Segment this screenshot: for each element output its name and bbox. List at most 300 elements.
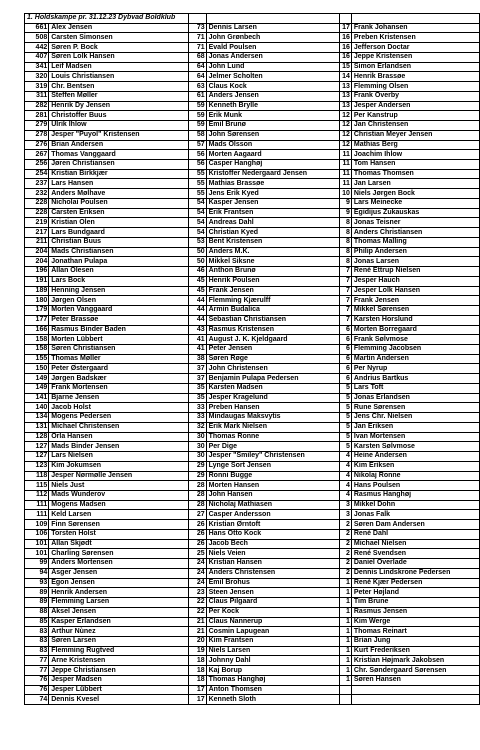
player-name: Orla Hansen <box>49 432 188 442</box>
match-count: 112 <box>25 490 49 500</box>
player-name: Jens Erik Kyed <box>206 189 339 199</box>
player-name: Per Kock <box>206 607 339 617</box>
match-count: 17 <box>339 23 351 33</box>
player-name: Jonas Erlandsen <box>351 393 479 403</box>
match-count: 1 <box>339 646 351 656</box>
player-name: Allan Olesen <box>49 267 188 277</box>
match-count: 106 <box>25 529 49 539</box>
match-count: 28 <box>188 481 206 491</box>
player-name: Lars Bock <box>49 276 188 286</box>
match-count: 12 <box>339 121 351 131</box>
table-row <box>25 33 480 43</box>
match-count: 33 <box>188 403 206 413</box>
player-name: Carsten Simonsen <box>49 33 188 43</box>
player-name: Emil Brohus <box>206 578 339 588</box>
player-name: Morten Borregaard <box>351 325 479 335</box>
player-name: Mikkel Sørensen <box>351 306 479 316</box>
player-name: Anton Thomsen <box>206 685 339 695</box>
match-count: 29 <box>188 461 206 471</box>
player-name: Jonathan Pulapa <box>49 257 188 267</box>
player-name: Lars Nielsen <box>49 452 188 462</box>
match-count: 83 <box>25 637 49 647</box>
player-name: Arthur Nùnez <box>49 627 188 637</box>
match-count: 149 <box>25 383 49 393</box>
player-name: Nicholai Poulsen <box>49 198 188 208</box>
match-count: 37 <box>188 374 206 384</box>
match-count: 8 <box>339 257 351 267</box>
player-name: Johnny Dahl <box>206 656 339 666</box>
match-count: 1 <box>339 627 351 637</box>
match-count: 140 <box>25 403 49 413</box>
player-name: Henrik Andersen <box>49 588 188 598</box>
match-count: 12 <box>339 130 351 140</box>
player-name: Mads Binder Jensen <box>49 442 188 452</box>
match-count: 276 <box>25 140 49 150</box>
player-name: Steffen Møller <box>49 91 188 101</box>
match-count: 16 <box>339 43 351 53</box>
player-name: Claus Pilgaard <box>206 598 339 608</box>
match-count: 22 <box>188 607 206 617</box>
player-name: Jacob Holst <box>49 403 188 413</box>
match-count: 2 <box>339 568 351 578</box>
player-name: Lars Toft <box>351 383 479 393</box>
match-count: 45 <box>188 286 206 296</box>
player-name: René Svendsen <box>351 549 479 559</box>
match-count: 4 <box>339 481 351 491</box>
player-name: Kenneth Brylle <box>206 101 339 111</box>
player-name: Kim Frantsen <box>206 637 339 647</box>
table-row <box>25 432 480 442</box>
player-name: Brian Andersen <box>49 140 188 150</box>
player-name: Kristian Ørntoft <box>206 520 339 530</box>
player-name: Peter Østergaard <box>49 364 188 374</box>
player-name: August J. K. Kjeldgaard <box>206 335 339 345</box>
table-row <box>25 413 480 423</box>
match-count: 1 <box>339 598 351 608</box>
player-name: Jeppe Kristensen <box>351 52 479 62</box>
match-count: 46 <box>188 267 206 277</box>
match-count: 407 <box>25 52 49 62</box>
player-name: Kristian Birkkjær <box>49 169 188 179</box>
player-name: Karsten Horslund <box>351 315 479 325</box>
player-name: Jeppe Christiansen <box>49 666 188 676</box>
table-row <box>25 121 480 131</box>
table-row <box>25 218 480 228</box>
player-name: Kaj Borup <box>206 666 339 676</box>
match-count: 196 <box>25 267 49 277</box>
player-name: Jonas Teisner <box>351 218 479 228</box>
match-count <box>339 685 351 695</box>
player-name: Jonas Andersen <box>206 52 339 62</box>
player-name <box>351 685 479 695</box>
player-name: Thomas Reinart <box>351 627 479 637</box>
match-count: 68 <box>188 52 206 62</box>
match-count: 32 <box>188 422 206 432</box>
table-row <box>25 179 480 189</box>
match-count: 28 <box>188 500 206 510</box>
player-name: Preben Kristensen <box>351 33 479 43</box>
match-count: 4 <box>339 461 351 471</box>
table-row <box>25 198 480 208</box>
match-count: 267 <box>25 150 49 160</box>
player-name: Mathias Berg <box>351 140 479 150</box>
match-count: 57 <box>188 140 206 150</box>
player-name: Evald Poulsen <box>206 43 339 53</box>
player-name: Sebastian Christiansen <box>206 315 339 325</box>
player-name: Dennis Lindskrone Pedersen <box>351 568 479 578</box>
match-count: 12 <box>339 111 351 121</box>
match-count: 13 <box>339 101 351 111</box>
player-name: Martin Andersen <box>351 354 479 364</box>
player-name: Lars Bundgaard <box>49 228 188 238</box>
player-name: Thomas Møller <box>49 354 188 364</box>
match-count: 228 <box>25 208 49 218</box>
match-count: 219 <box>25 218 49 228</box>
player-name: Flemming Olsen <box>351 82 479 92</box>
match-count: 279 <box>25 121 49 131</box>
table-row <box>25 529 480 539</box>
player-name: Søren P. Bock <box>49 43 188 53</box>
match-count: 109 <box>25 520 49 530</box>
match-count: 5 <box>339 432 351 442</box>
match-count: 30 <box>188 452 206 462</box>
player-name: Rune Sørensen <box>351 403 479 413</box>
match-count: 50 <box>188 257 206 267</box>
match-count: 118 <box>25 471 49 481</box>
player-name: Benjamin Pulapa Pedersen <box>206 374 339 384</box>
match-count: 7 <box>339 276 351 286</box>
match-count: 6 <box>339 344 351 354</box>
table-row <box>25 481 480 491</box>
match-count: 76 <box>25 685 49 695</box>
match-count: 45 <box>188 276 206 286</box>
player-name: Mads Olsson <box>206 140 339 150</box>
player-name: Rasmus Binder Baden <box>49 325 188 335</box>
match-count: 281 <box>25 111 49 121</box>
match-count: 26 <box>188 539 206 549</box>
table-row <box>25 500 480 510</box>
match-count: 1 <box>339 588 351 598</box>
match-count: 232 <box>25 189 49 199</box>
table-row <box>25 228 480 238</box>
player-name: Morten Vanggaard <box>49 306 188 316</box>
match-count: 311 <box>25 91 49 101</box>
match-count: 6 <box>339 364 351 374</box>
player-name: Simon Erlandsen <box>351 62 479 72</box>
match-count: 30 <box>188 432 206 442</box>
player-name: Anders Mortensen <box>49 559 188 569</box>
player-name: Claus Kock <box>206 82 339 92</box>
player-name: Flemming Jacobsen <box>351 344 479 354</box>
table-row <box>25 656 480 666</box>
table-row <box>25 685 480 695</box>
table-row <box>25 646 480 656</box>
player-name: John Hansen <box>206 490 339 500</box>
table-row <box>25 471 480 481</box>
match-count: 1 <box>339 637 351 647</box>
table-row <box>25 335 480 345</box>
match-count: 1 <box>339 617 351 627</box>
player-name: Rasmus Jensen <box>351 607 479 617</box>
match-count: 44 <box>188 296 206 306</box>
player-name: Egidijus Zukauskas <box>351 208 479 218</box>
player-name: Søren Røge <box>206 354 339 364</box>
table-row <box>25 510 480 520</box>
match-count: 9 <box>339 198 351 208</box>
player-name: Kristian Hansen <box>206 559 339 569</box>
match-count: 123 <box>25 461 49 471</box>
table-row <box>25 588 480 598</box>
match-count: 128 <box>25 432 49 442</box>
player-name: Flemming Kjærulff <box>206 296 339 306</box>
player-name: Niels Larsen <box>206 646 339 656</box>
player-name: Jonas Falk <box>351 510 479 520</box>
table-row <box>25 91 480 101</box>
table-row <box>25 568 480 578</box>
match-count: 101 <box>25 549 49 559</box>
match-count: 127 <box>25 442 49 452</box>
match-count: 508 <box>25 33 49 43</box>
player-name: Søren Christiansen <box>49 344 188 354</box>
player-name: Daniel Overlade <box>351 559 479 569</box>
match-count: 166 <box>25 325 49 335</box>
table-title: 1. Holdskampe pr. 31.12.23 Dybvad Boldklub <box>25 14 189 24</box>
player-name: Jesper Madsen <box>49 675 188 685</box>
player-name: Anders M.K. <box>206 247 339 257</box>
table-row <box>25 383 480 393</box>
player-name: Erik Frantsen <box>206 208 339 218</box>
match-count: 661 <box>25 23 49 33</box>
match-count: 21 <box>188 627 206 637</box>
match-count: 179 <box>25 306 49 316</box>
table-row <box>25 276 480 286</box>
match-count: 5 <box>339 403 351 413</box>
match-count: 12 <box>339 140 351 150</box>
match-count: 77 <box>25 656 49 666</box>
player-name: Jens Chr. Nielsen <box>351 413 479 423</box>
match-count: 2 <box>339 520 351 530</box>
match-count: 17 <box>188 685 206 695</box>
match-count: 38 <box>188 354 206 364</box>
table-row <box>25 617 480 627</box>
player-name: Heine Andersen <box>351 452 479 462</box>
stats-table <box>24 13 480 705</box>
match-count: 131 <box>25 422 49 432</box>
match-count: 204 <box>25 247 49 257</box>
table-row <box>25 82 480 92</box>
player-name: Egon Jensen <box>49 578 188 588</box>
match-count: 2 <box>339 529 351 539</box>
match-count: 54 <box>188 208 206 218</box>
player-name: Louis Christiansen <box>49 72 188 82</box>
match-count: 7 <box>339 286 351 296</box>
table-row <box>25 637 480 647</box>
player-name: Peter Brassøe <box>49 315 188 325</box>
player-name: Anders Mølhave <box>49 189 188 199</box>
table-row <box>25 237 480 247</box>
player-name: Lynge Sort Jensen <box>206 461 339 471</box>
player-name: Jacob Bech <box>206 539 339 549</box>
match-count: 64 <box>188 62 206 72</box>
match-count: 5 <box>339 383 351 393</box>
player-name: Chr. Søndergaard Sørensen <box>351 666 479 676</box>
match-count: 1 <box>339 578 351 588</box>
table-row <box>25 101 480 111</box>
player-name: John Sørensen <box>206 130 339 140</box>
player-name: Niels Jørgen Bock <box>351 189 479 199</box>
match-count: 71 <box>188 43 206 53</box>
player-name: Thomas Ronne <box>206 432 339 442</box>
player-name: Anders Christiansen <box>351 228 479 238</box>
table-row <box>25 150 480 160</box>
player-name: Frank Jensen <box>206 286 339 296</box>
table-row <box>25 578 480 588</box>
table-row <box>25 374 480 384</box>
player-name: Finn Sørensen <box>49 520 188 530</box>
player-name: John Grønbech <box>206 33 339 43</box>
match-count: 35 <box>188 393 206 403</box>
player-name: Frank Overby <box>351 91 479 101</box>
match-count: 256 <box>25 160 49 170</box>
match-count: 1 <box>339 675 351 685</box>
player-name: Kim Eriksen <box>351 461 479 471</box>
match-count: 59 <box>188 111 206 121</box>
match-count: 29 <box>188 471 206 481</box>
player-name: Philip Andersen <box>351 247 479 257</box>
player-name: Thomas Hanghøj <box>206 675 339 685</box>
match-count: 93 <box>25 578 49 588</box>
match-count: 155 <box>25 354 49 364</box>
match-count: 13 <box>339 91 351 101</box>
player-name: Peter Jensen <box>206 344 339 354</box>
match-count: 8 <box>339 218 351 228</box>
player-name: Mathias Brassøe <box>206 179 339 189</box>
table-row <box>25 257 480 267</box>
match-count: 3 <box>339 500 351 510</box>
match-count: 56 <box>188 160 206 170</box>
match-count: 8 <box>339 228 351 238</box>
match-count: 41 <box>188 344 206 354</box>
table-row <box>25 286 480 296</box>
match-count: 24 <box>188 568 206 578</box>
player-name: Søren Lolk Hansen <box>49 52 188 62</box>
match-count: 18 <box>188 656 206 666</box>
table-row <box>25 267 480 277</box>
table-row <box>25 452 480 462</box>
player-name: Erik Munk <box>206 111 339 121</box>
match-count: 24 <box>188 578 206 588</box>
match-count: 10 <box>339 189 351 199</box>
player-name: Frank Sølvmose <box>351 335 479 345</box>
match-count: 149 <box>25 374 49 384</box>
player-name: Ivan Mortensen <box>351 432 479 442</box>
match-count: 150 <box>25 364 49 374</box>
match-count: 101 <box>25 539 49 549</box>
match-count: 8 <box>339 247 351 257</box>
match-count: 15 <box>339 62 351 72</box>
match-count: 20 <box>188 637 206 647</box>
match-count: 1 <box>339 656 351 666</box>
player-name: John Lund <box>206 62 339 72</box>
match-count: 1 <box>339 607 351 617</box>
player-name: Charling Sørensen <box>49 549 188 559</box>
table-row <box>25 354 480 364</box>
match-count: 13 <box>339 82 351 92</box>
match-count: 9 <box>339 208 351 218</box>
player-name: Carsten Eriksen <box>49 208 188 218</box>
player-name: Anders Jensen <box>206 91 339 101</box>
match-count: 127 <box>25 452 49 462</box>
match-count: 6 <box>339 335 351 345</box>
match-count: 5 <box>339 413 351 423</box>
player-name: Mads Christiansen <box>49 247 188 257</box>
table-row <box>25 23 480 33</box>
match-count: 180 <box>25 296 49 306</box>
player-name: Ronni Bugge <box>206 471 339 481</box>
table-row <box>25 169 480 179</box>
player-name: Kim Werge <box>351 617 479 627</box>
table-row <box>25 559 480 569</box>
match-count: 43 <box>188 325 206 335</box>
match-count: 341 <box>25 62 49 72</box>
match-count: 18 <box>188 666 206 676</box>
player-name: Claus Nannerup <box>206 617 339 627</box>
player-name: Henning Jensen <box>49 286 188 296</box>
match-count: 6 <box>339 354 351 364</box>
match-count: 189 <box>25 286 49 296</box>
match-count: 141 <box>25 393 49 403</box>
player-name: Brian Jung <box>351 637 479 647</box>
player-name: Keld Larsen <box>49 510 188 520</box>
match-count: 41 <box>188 335 206 345</box>
table-row <box>25 364 480 374</box>
player-name: René Kjær Pedersen <box>351 578 479 588</box>
player-name: Jesper Kragelund <box>206 393 339 403</box>
table-row <box>25 189 480 199</box>
player-name: Thomas Vanggaard <box>49 150 188 160</box>
match-count: 59 <box>188 121 206 131</box>
match-count: 54 <box>188 228 206 238</box>
match-count: 16 <box>339 33 351 43</box>
match-count: 5 <box>339 393 351 403</box>
player-name: Bjarne Jensen <box>49 393 188 403</box>
match-count: 83 <box>25 646 49 656</box>
player-name: Anders Christensen <box>206 568 339 578</box>
match-count: 278 <box>25 130 49 140</box>
match-count: 237 <box>25 179 49 189</box>
player-name: Jan Larsen <box>351 179 479 189</box>
player-name: Casper Hanghøj <box>206 160 339 170</box>
match-count: 228 <box>25 198 49 208</box>
player-name: Kristian Olen <box>49 218 188 228</box>
table-row <box>25 666 480 676</box>
player-name: Jonas Larsen <box>351 257 479 267</box>
match-count: 158 <box>25 344 49 354</box>
match-count: 64 <box>188 72 206 82</box>
match-count: 44 <box>188 315 206 325</box>
match-count: 5 <box>339 422 351 432</box>
player-name: Kasper Jensen <box>206 198 339 208</box>
player-name: Morten Aagaard <box>206 150 339 160</box>
player-name: Mads Wunderov <box>49 490 188 500</box>
player-name: Henrik Poulsen <box>206 276 339 286</box>
match-count: 11 <box>339 150 351 160</box>
match-count: 89 <box>25 598 49 608</box>
match-count: 3 <box>339 510 351 520</box>
player-name: Jesper "Smiley" Christensen <box>206 452 339 462</box>
player-name: Anthon Brunø <box>206 267 339 277</box>
match-count: 111 <box>25 500 49 510</box>
